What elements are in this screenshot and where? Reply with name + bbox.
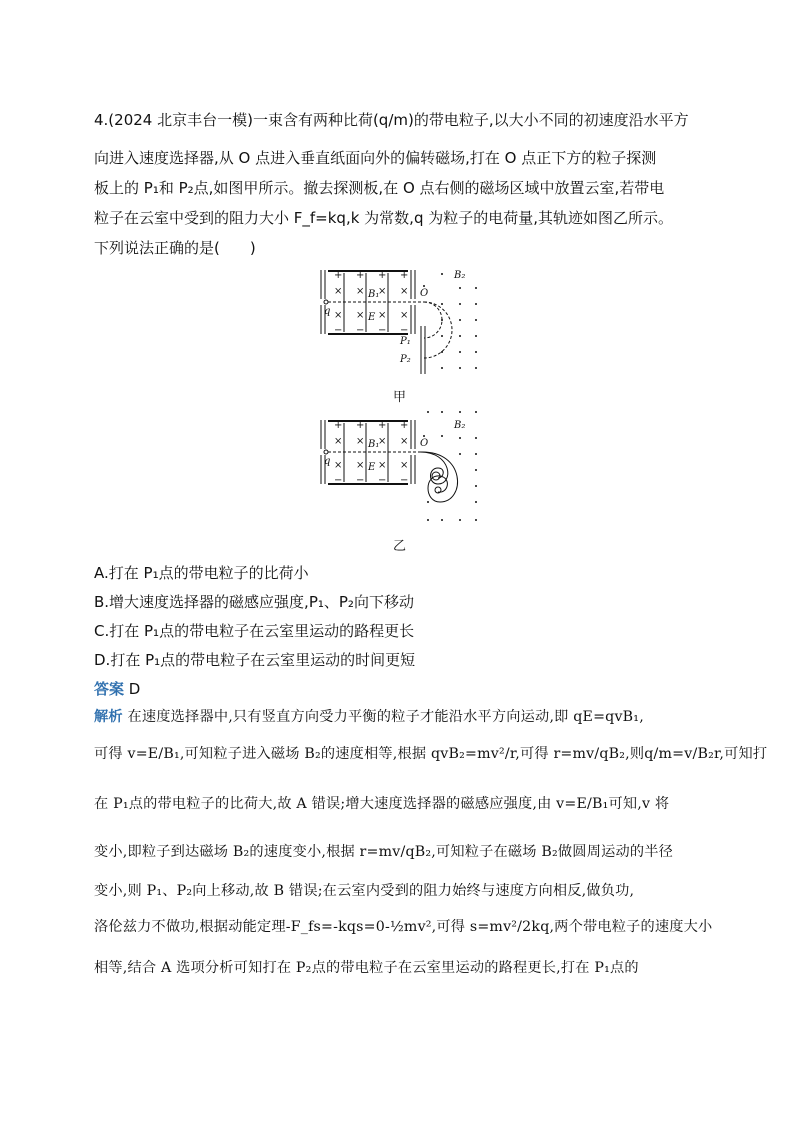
- answer-line: [94, 678, 140, 700]
- plus-sign: +: [400, 270, 409, 281]
- cross-mark: ×: [356, 460, 365, 471]
- plus-sign: +: [400, 420, 409, 431]
- question-line-4: 粒子在云室中受到的阻力大小 F_f=kq,k 为常数,q 为粒子的电荷量,其轨迹如图乙所示。: [94, 209, 674, 227]
- question-line-1: 4.(2024 北京丰台一模)一束含有两种比荷(q/m)的带电粒子,以大小不同的初速度沿水平方: [94, 111, 689, 129]
- cross-mark: ×: [378, 310, 387, 321]
- answer-value: D: [128, 680, 141, 698]
- option-b: B.增大速度选择器的磁感应强度,P₁、P₂向下移动: [94, 593, 414, 611]
- figure-yi-caption: 乙: [393, 539, 407, 554]
- label-p2: P₂: [400, 354, 411, 365]
- minus-sign: −: [356, 325, 365, 336]
- explanation-label: 解析: [94, 709, 123, 725]
- cross-mark: ×: [356, 310, 365, 321]
- explanation-line-1: [94, 706, 644, 728]
- plus-sign: +: [378, 270, 387, 281]
- cross-mark: ×: [334, 436, 343, 447]
- plus-sign: +: [334, 420, 343, 431]
- cross-mark: ×: [378, 460, 387, 471]
- cross-mark: ×: [378, 436, 387, 447]
- explanation-line-4: 变小,即粒子到达磁场 B₂的速度变小,根据 r=mv/qB₂,可知粒子在磁场 B₂做圆周运动的半径: [94, 844, 674, 860]
- label-b1: B₁: [368, 289, 380, 300]
- explanation-line-6: 洛伦兹力不做功,根据动能定理-F_fs=-kqs=0-½mv²,可得 s=mv²/2kq,两个带电粒子的速度大小: [94, 919, 713, 935]
- label-o: O: [420, 288, 429, 299]
- cross-mark: ×: [334, 310, 343, 321]
- cross-mark: ×: [334, 460, 343, 471]
- minus-sign: −: [334, 325, 343, 336]
- label-b1: B₁: [368, 439, 380, 450]
- minus-sign: −: [400, 475, 409, 486]
- cross-mark: ×: [334, 286, 343, 297]
- label-e: E: [368, 312, 376, 323]
- question-line-5: 下列说法正确的是( ): [94, 239, 256, 257]
- label-o: O: [420, 438, 429, 449]
- minus-sign: −: [378, 475, 387, 486]
- label-b2: B₂: [454, 420, 466, 431]
- explanation-line-7: 相等,结合 A 选项分析可知打在 P₂点的带电粒子在云室里运动的路程更长,打在 P₁点的: [94, 960, 639, 976]
- minus-sign: −: [334, 475, 343, 486]
- cross-mark: ×: [378, 286, 387, 297]
- option-a: A.打在 P₁点的带电粒子的比荷小: [94, 564, 309, 582]
- cross-mark: ×: [400, 310, 409, 321]
- label-e: E: [368, 462, 376, 473]
- figure-yi: [316, 406, 486, 528]
- question-line-3: 板上的 P₁和 P₂点,如图甲所示。撤去探测板,在 O 点右侧的磁场区域中放置云室,若带电: [94, 179, 665, 197]
- figure-jia: [316, 264, 486, 382]
- answer-label: 答案: [94, 680, 125, 698]
- option-c: C.打在 P₁点的带电粒子在云室里运动的路程更长: [94, 622, 415, 640]
- label-p1: P₁: [400, 336, 411, 347]
- cross-mark: ×: [400, 460, 409, 471]
- question-line-2: 向进入速度选择器,从 O 点进入垂直纸面向外的偏转磁场,打在 O 点正下方的粒子探测: [94, 149, 657, 167]
- minus-sign: −: [356, 475, 365, 486]
- plus-sign: +: [356, 420, 365, 431]
- explanation-line-3: 在 P₁点的带电粒子的比荷大,故 A 错误;增大速度选择器的磁感应强度,由 v=E/B₁可知,v 将: [94, 796, 670, 812]
- label-q: q: [324, 456, 331, 467]
- explanation-line-5: 变小,则 P₁、P₂向上移动,故 B 错误;在云室内受到的阻力始终与速度方向相反,做负功,: [94, 883, 635, 899]
- cross-mark: ×: [400, 436, 409, 447]
- cross-mark: ×: [400, 286, 409, 297]
- option-d: D.打在 P₁点的带电粒子在云室里运动的时间更短: [94, 651, 416, 669]
- plus-sign: +: [334, 270, 343, 281]
- label-q: q: [324, 306, 331, 317]
- minus-sign: −: [400, 325, 409, 336]
- figure-jia-caption: 甲: [393, 390, 407, 405]
- label-b2: B₂: [454, 270, 466, 281]
- explanation-text: 在速度选择器中,只有竖直方向受力平衡的粒子才能沿水平方向运动,即 qE=qvB₁,: [127, 709, 644, 725]
- minus-sign: −: [378, 325, 387, 336]
- explanation-line-2: 可得 v=E/B₁,可知粒子进入磁场 B₂的速度相等,根据 qvB₂=mv²/r,可得 r=mv/qB₂,则q/m=v/B₂r,可知打: [94, 746, 768, 762]
- plus-sign: +: [378, 420, 387, 431]
- cross-mark: ×: [356, 286, 365, 297]
- plus-sign: +: [356, 270, 365, 281]
- cross-mark: ×: [356, 436, 365, 447]
